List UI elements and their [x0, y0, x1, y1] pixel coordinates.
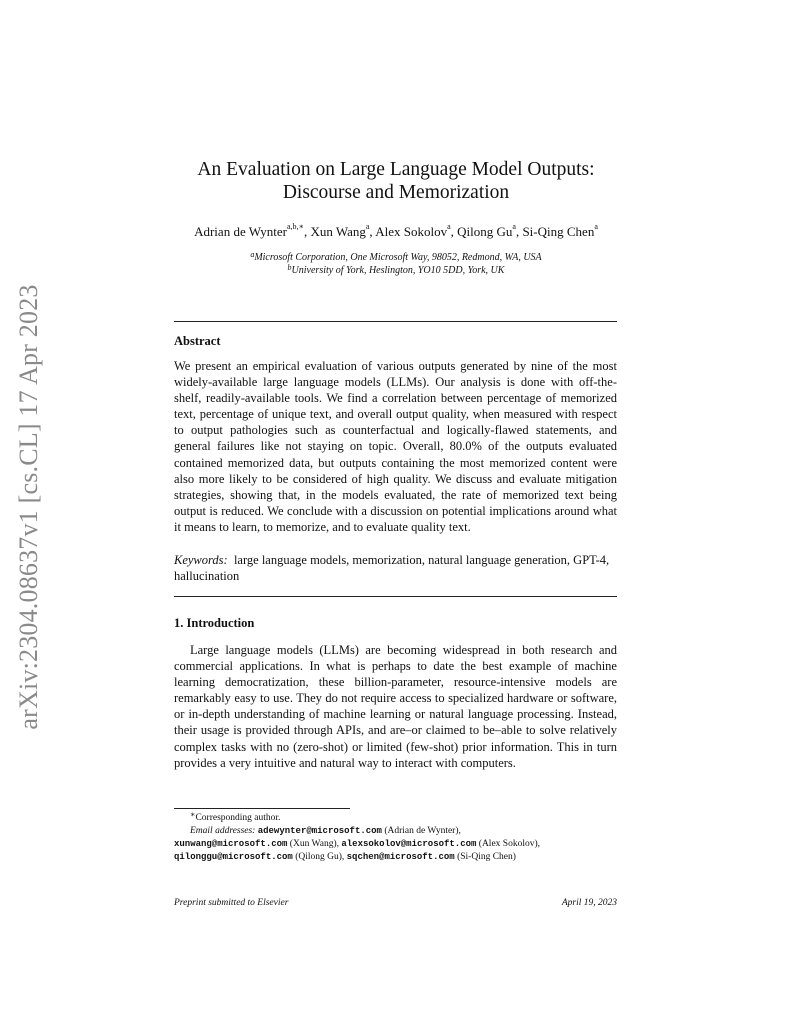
footer-date: April 19, 2023: [561, 898, 617, 908]
footer-preprint-note: Preprint submitted to Elsevier: [174, 898, 289, 908]
author-separator: ,: [369, 224, 376, 239]
keywords-label: Keywords:: [174, 553, 228, 567]
email-link[interactable]: qilonggu@microsoft.com: [174, 852, 293, 862]
paper-title: [174, 158, 618, 204]
author-separator: ,: [450, 224, 458, 239]
footnote-email-line: [174, 851, 617, 864]
introduction-body: Large language models (LLMs) are becoming widespread in both research and commercial applications. In what is perhaps to date the best example of machine learning democratization, these billion-parameter, resource-intensive models are remarkably easy to use. They do not require access to specialized hardware or software, or in-depth understanding of machine learning or natural language processing. Instead, their usage is provided through APIs, and are–or claimed to be–able to solve relatively complex tasks with no (zero-shot) or limited (few-shot) prior information. This in turn provides a very intuitive and natural way to interact with computers.: [174, 643, 617, 770]
affiliation-text: Microsoft Corporation, One Microsoft Way, 98052, Redmond, WA, USA: [254, 252, 542, 263]
footnote-rule: [174, 808, 350, 809]
email-link[interactable]: xunwang@microsoft.com: [174, 839, 288, 849]
abstract-bottom-rule: [174, 596, 617, 597]
affiliation-text: University of York, Heslington, YO10 5DD, York, UK: [291, 265, 505, 276]
email-link[interactable]: alexsokolov@microsoft.com: [341, 839, 477, 849]
affiliation-line: [174, 265, 618, 276]
email-owner: (Si-Qing Chen): [457, 852, 516, 862]
abstract-body: We present an empirical evaluation of various outputs generated by nine of the most widely-available large language models (LLMs). Our analysis is done with off-the-shelf, readily-available tools. We find a correlation between percentage of memorized text, percentage of unique text, and overall output quality, when measured with respect to output pathologies such as counterfactual and logically-flawed statements, and general failures like not staying on topic. Overall, 80.0% of the outputs evaluated contained memorized data, but outputs containing the most memorized content were also more likely to be considered of high quality. We discuss and evaluate mitigation strategies, showing that, in the models evaluated, the rate of memorized text being output is reduced. We conclude with a discussion on potential implications around what it means to learn, to memorize, and to evaluate quality text.: [174, 359, 617, 534]
author-name: Si-Qing Chen: [522, 224, 595, 239]
introduction-heading: 1. Introduction: [174, 616, 255, 630]
footnote-corresponding-text: Corresponding author.: [195, 813, 281, 823]
email-link[interactable]: adewynter@microsoft.com: [257, 826, 382, 836]
email-owner: (Adrian de Wynter),: [384, 826, 461, 836]
footnote-corresponding-author: [174, 812, 633, 825]
affiliation-mark: b: [287, 263, 292, 272]
author-separator: ,: [515, 224, 523, 239]
affiliation-mark: a: [250, 250, 255, 259]
author-separator: ,: [303, 224, 311, 239]
author-list: [174, 224, 618, 240]
email-addresses-label: Email addresses:: [190, 826, 256, 836]
email-owner: (Xun Wang),: [289, 839, 339, 849]
footnote-email-line: [174, 825, 633, 838]
author-affiliation-mark: a: [594, 222, 598, 231]
affiliation-line: [174, 252, 618, 263]
footnote-email-line: [174, 838, 617, 851]
email-owner: (Qilong Gu),: [295, 852, 345, 862]
author-name: Alex Sokolov: [375, 224, 448, 239]
title-line-2: Discourse and Memorization: [282, 182, 510, 203]
title-line-1: An Evaluation on Large Language Model Outputs:: [197, 159, 595, 180]
email-link[interactable]: sqchen@microsoft.com: [346, 852, 455, 862]
footnote-mark: ∗: [190, 810, 196, 819]
author-affiliation-mark: a,b,∗: [286, 222, 304, 231]
author-name: Xun Wang: [310, 224, 366, 239]
author-affiliation-mark: a: [365, 222, 370, 231]
author-affiliation-mark: a: [447, 222, 451, 231]
arxiv-identifier-text: arXiv:2304.08637v1 [cs.CL] 17 Apr 2023: [14, 284, 43, 730]
keywords-text: large language models, memorization, natural language generation, GPT-4, hallucination: [174, 553, 610, 584]
author-affiliation-mark: a: [512, 222, 516, 231]
abstract-heading: Abstract: [174, 334, 221, 348]
arxiv-identifier-stamp: [4, 280, 54, 735]
abstract-top-rule: [174, 321, 617, 322]
author-name: Qilong Gu: [457, 224, 513, 239]
author-name: Adrian de Wynter: [194, 224, 287, 239]
keywords: [174, 552, 617, 584]
email-owner: (Alex Sokolov),: [478, 839, 540, 849]
